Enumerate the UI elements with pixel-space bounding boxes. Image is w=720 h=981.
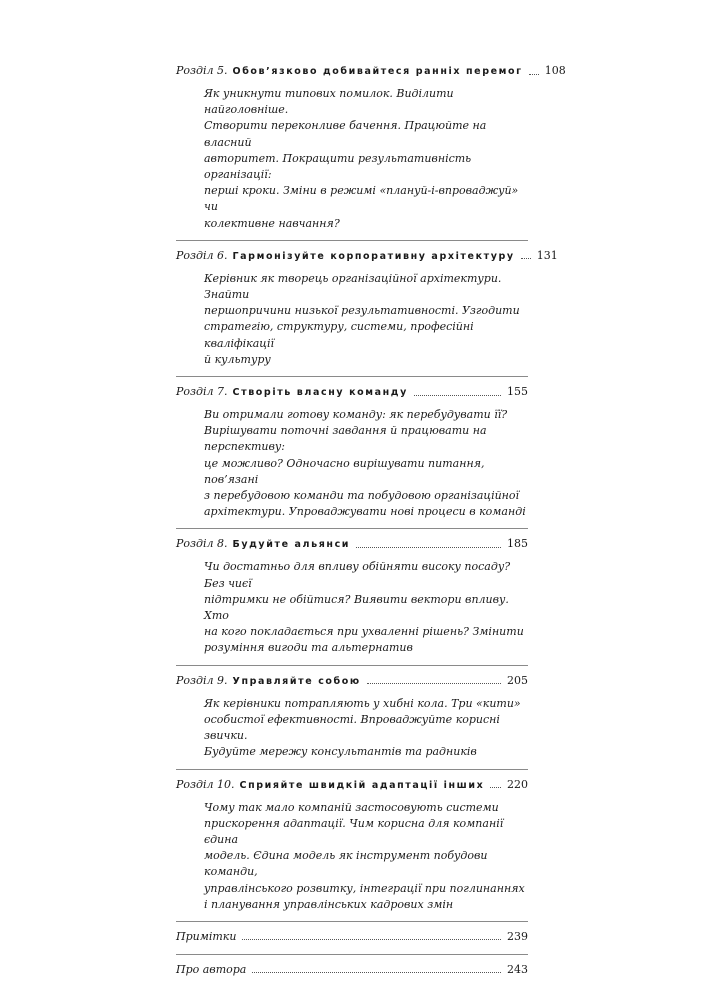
chapter-title: Створіть власну команду xyxy=(232,387,408,399)
toc-entry-chapter-7 xyxy=(176,381,528,520)
page-number: 131 xyxy=(536,248,558,262)
toc-entry-chapter-8 xyxy=(176,533,528,656)
toc-entry-chapter-5 xyxy=(176,60,566,232)
chapter-label: Розділ 7. xyxy=(176,385,228,399)
toc-entry-chapter-10 xyxy=(176,774,528,913)
dot-leader xyxy=(242,939,501,940)
dot-leader xyxy=(414,395,501,396)
chapter-description: Чому так мало компаній застосовують системи прискорення адаптації. Чим корисна для компанії єдина модель. Єдина модель як інструмент побудови команди, управлінського розвитку, інтеграції при поглинаннях і планування управлінських кадрових змін xyxy=(204,800,525,911)
chapter-label: Розділ 10. xyxy=(176,777,235,791)
dot-leader xyxy=(367,683,501,684)
chapter-label: Розділ 5. xyxy=(176,64,228,77)
toc-entry-line xyxy=(176,245,558,267)
separator-line xyxy=(176,921,528,922)
dot-leader xyxy=(490,787,501,788)
chapter-title: Гармонізуйте корпоративну архітектуру xyxy=(232,250,515,262)
toc-entry-about-author xyxy=(176,959,528,981)
separator-line xyxy=(176,528,528,529)
page-number: 185 xyxy=(507,537,528,551)
toc-entry-line xyxy=(176,774,528,796)
toc-entry-line xyxy=(176,533,528,555)
page-number: 205 xyxy=(507,673,528,687)
toc-entry-chapter-9 xyxy=(176,670,528,761)
chapter-description: Ви отримали готову команду: як перебудувати її? Вирішувати поточні завдання й працювати на перспективу: це можливо? Одночасно вирішувати питання, пов’язані з перебудовою команди та побудовою організаційної архітектури. Упроваджувати нові процеси в команді xyxy=(204,408,526,519)
chapter-title: Обов’язково добивайтеся ранніх перемог xyxy=(232,66,523,77)
toc-entry-line xyxy=(176,926,528,948)
about-author-label: Про автора xyxy=(176,962,247,976)
page-number: 108 xyxy=(544,64,566,77)
toc-entry-line xyxy=(176,670,528,692)
page-number: 243 xyxy=(507,962,528,976)
separator-line xyxy=(176,954,528,955)
toc-entry-chapter-6 xyxy=(176,245,558,368)
toc-entry-line xyxy=(176,381,528,403)
separator-line xyxy=(176,376,528,377)
chapter-description: Як керівники потрапляють у хибні кола. Три «кити» особистої ефективності. Впроваджуйте корисні звички. Будуйте мережу консультантів та радників xyxy=(204,696,521,759)
dot-leader xyxy=(356,547,501,548)
chapter-label: Розділ 6. xyxy=(176,248,228,262)
page-number: 239 xyxy=(507,929,528,943)
notes-label: Примітки xyxy=(176,929,237,943)
chapter-description: Чи достатньо для впливу обійняти високу посаду? Без чиєї підтримки не обійтися? Виявити вектори впливу. Хто на кого покладається при ухваленні рішень? Змінити розуміння вигоди та альтернатив xyxy=(204,560,524,655)
dot-leader xyxy=(521,258,531,259)
chapter-description: Керівник як творець організаційної архітектури. Знайти першопричини низької результативності. Узгодити стратегію, структуру, системи, професійні кваліфікації й культуру xyxy=(204,271,520,366)
page-number: 220 xyxy=(507,777,528,791)
dot-leader xyxy=(252,972,501,973)
chapter-title: Управляйте собою xyxy=(232,675,361,687)
separator-line xyxy=(176,769,528,770)
toc-entry-notes xyxy=(176,926,528,948)
page-number: 155 xyxy=(507,385,528,399)
chapter-label: Розділ 9. xyxy=(176,673,228,687)
chapter-label: Розділ 8. xyxy=(176,537,228,551)
separator-line xyxy=(176,665,528,666)
toc-entry-line xyxy=(176,60,566,82)
chapter-description: Як уникнути типових помилок. Виділити найголовніше. Створити переконливе бачення. Працюйте на власний авторитет. Покращити результативність організації: перші кроки. Зміни в режимі «плануй-і-впроваджуй» чи колективне навчання? xyxy=(204,87,519,230)
chapter-title: Будуйте альянси xyxy=(232,539,351,551)
toc-entry-line xyxy=(176,959,528,981)
chapter-title: Сприяйте швидкій адаптації інших xyxy=(239,779,485,791)
dot-leader xyxy=(529,74,539,75)
table-of-contents xyxy=(176,60,566,981)
separator-line xyxy=(176,240,528,241)
